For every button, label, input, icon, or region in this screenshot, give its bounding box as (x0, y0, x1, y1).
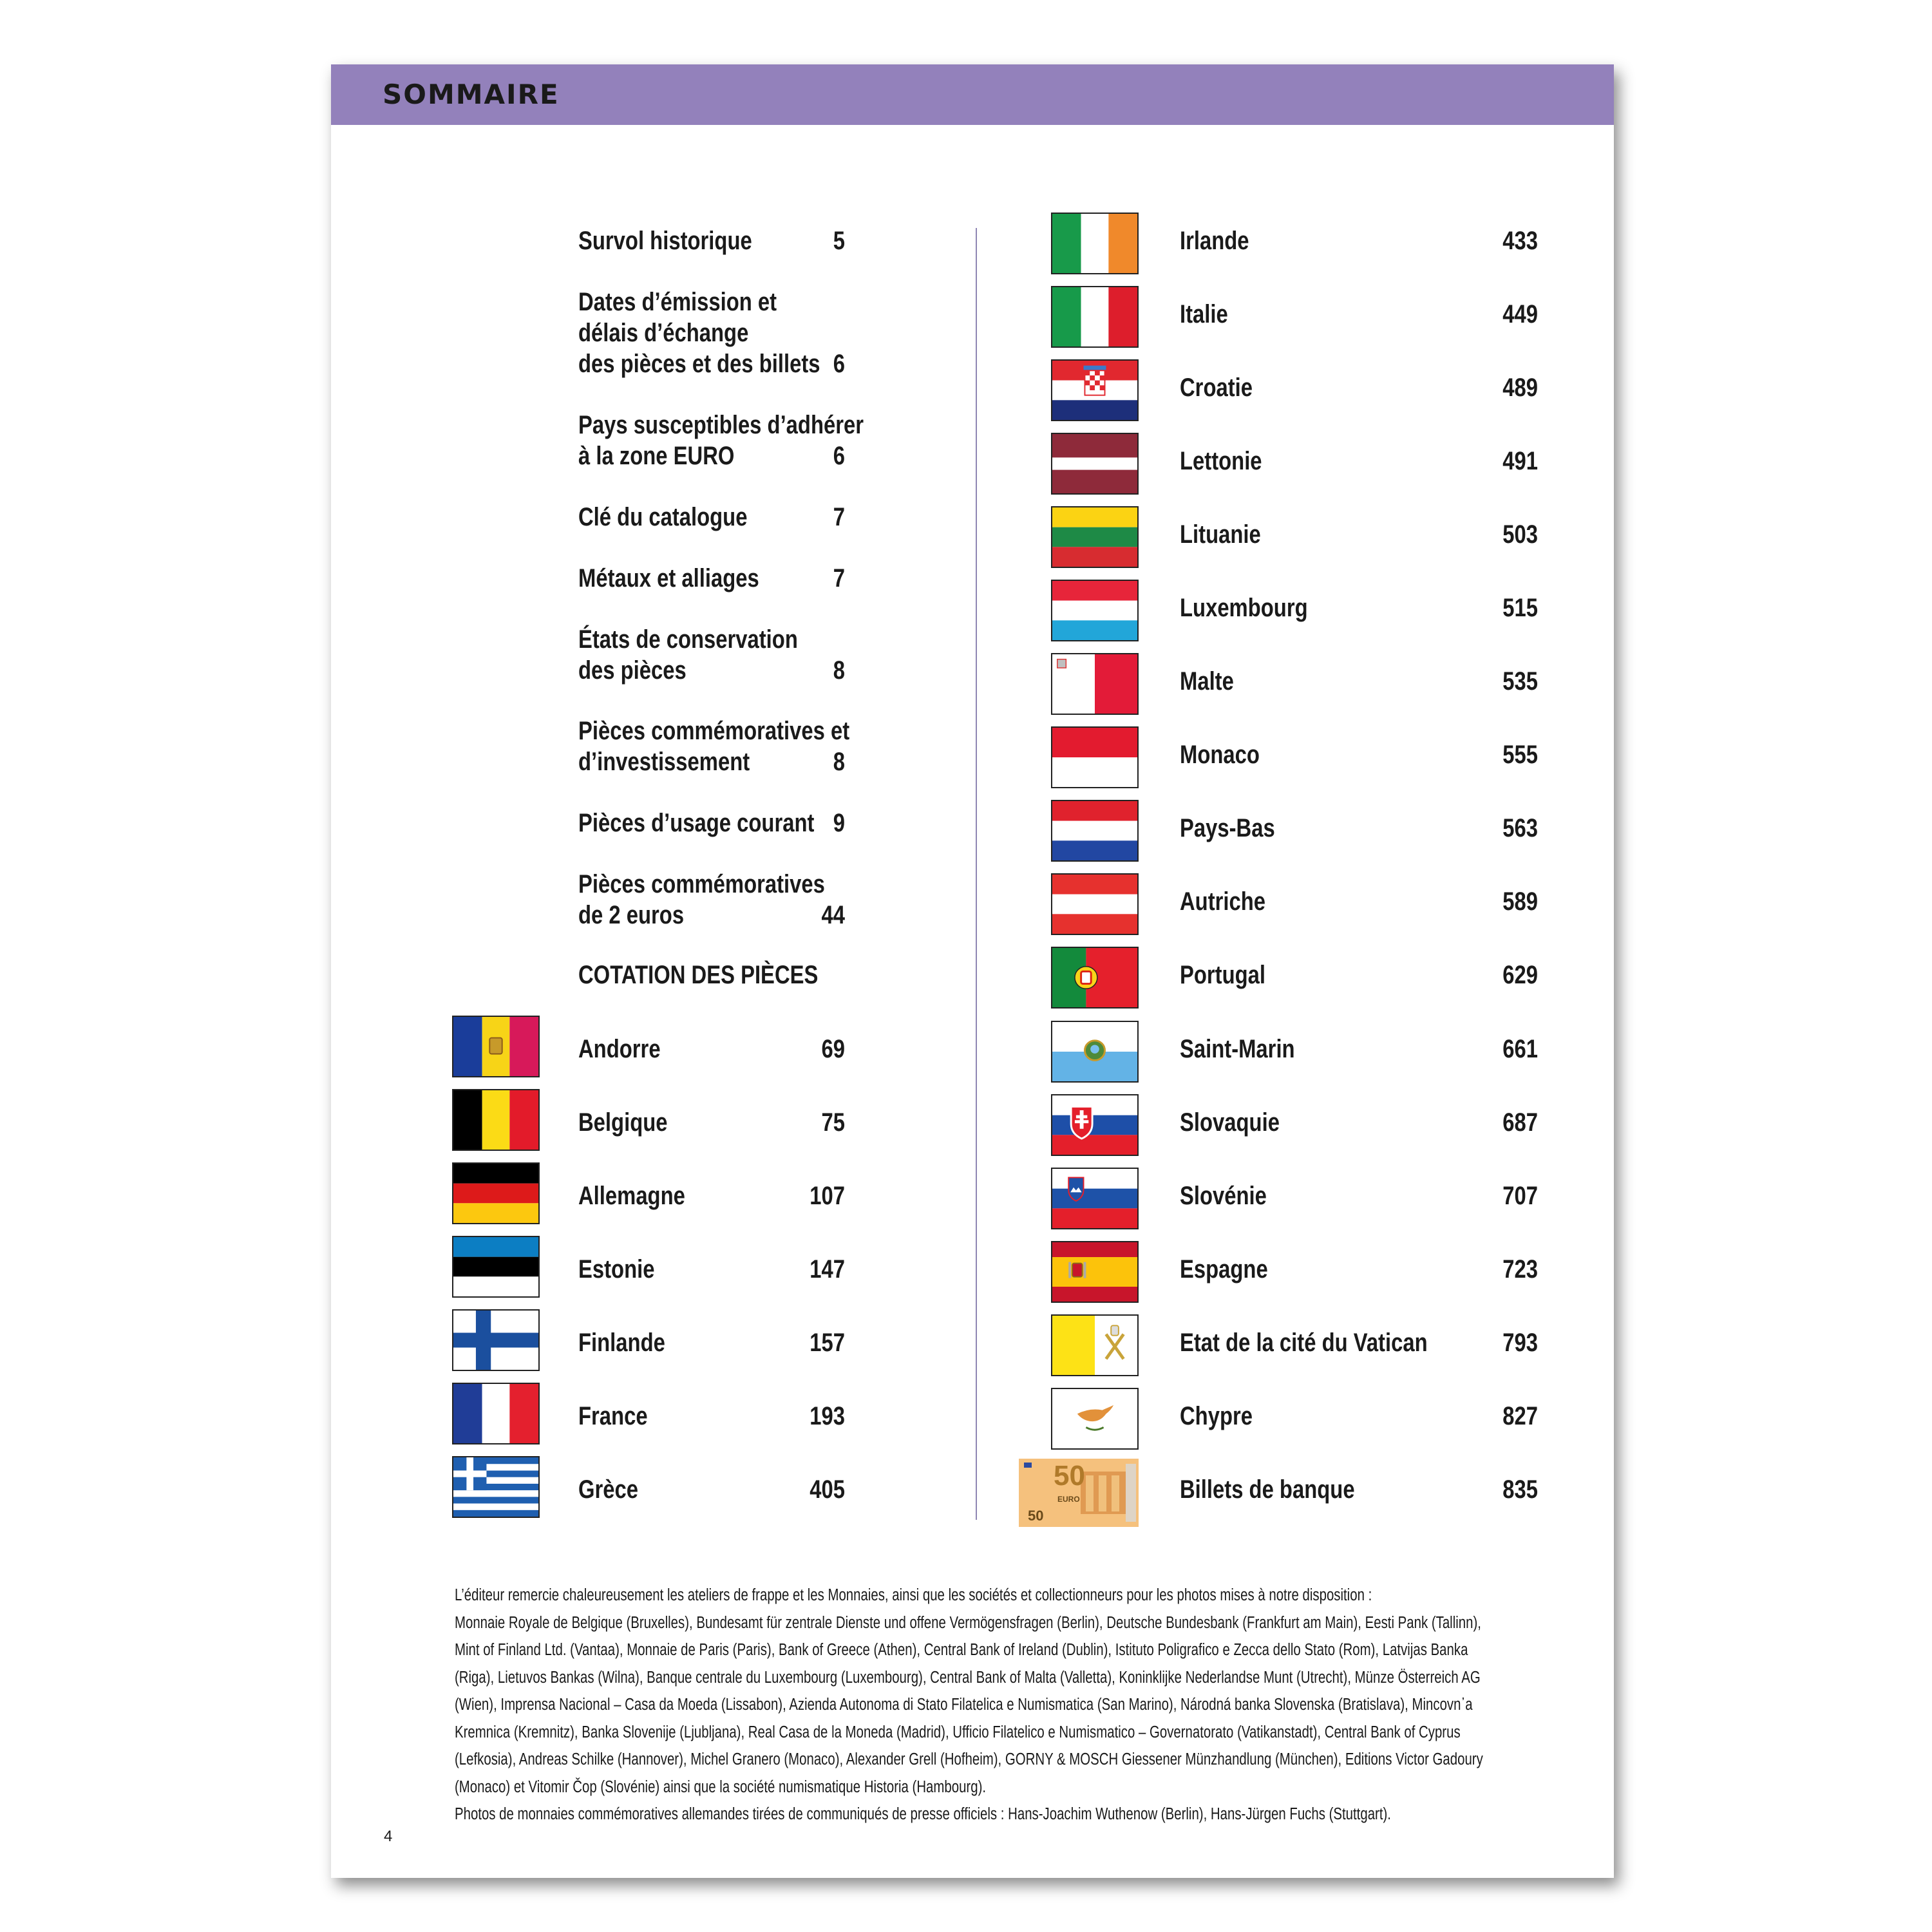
country-page: 563 (1502, 814, 1538, 842)
san-marino-flag-icon (1051, 1021, 1139, 1083)
country-page: 707 (1502, 1182, 1538, 1210)
country-page: 835 (1502, 1475, 1538, 1504)
footer-line: (Monaco) et Vitomir Čop (Slovénie) ainsi que la société numismatique Historia (Hambourg). (455, 1777, 987, 1796)
toc-label: Métaux et alliages (578, 564, 759, 592)
luxembourg-flag-icon (1051, 580, 1139, 641)
catalog-page: SOMMAIRE Survol historique 5 Dates d’émission et délais d’échange des pièces et des billets 6 Pays susceptibles d’adhérer à la zone EURO 6 Clé du catalogue 7 Métaux et alliages 7 États de conservation des pièces 8 Pièces commémoratives et d’investissement 8 Pièces d’usage courant 9 Pièces commémoratives de 2 euros 44 COTATION DES PIÈCES Andorre 69 Belgique 75 Allemagne 107 Estonie 147 Finlande 157 France 193 Grèce 405 Irlande 433 Italie 449 Croatie 489 Lettonie 491 Lituanie 503 Luxembourg 515 Malte 535 Monaco 555 Pays-Bas 563 Autriche 589 Portugal 629 Saint-Marin 661 Slovaquie 687 Slovénie 707 Espagne 723 Etat de la cité du Vatican 793 Chypre 827 Billets de banque 835 50 50 EURO L’éditeur remercie chaleureusement les ateliers de frappe et les Monnaies, ainsi que les sociétés et collectionneurs pour les photos mises à notre disposition : Monnaie Royale de Belgique (Bruxelles), Bundesamt für zentrale Dienste und offene Vermögensfragen (Berlin), Deutsche Bundesbank (Frankfurt am Main), Eesti Pank (Tallinn), Mint of Finland Ltd. (Vantaa), Monnaie de Paris (Paris), Bank of Greece (Athen), Central Bank of Ireland (Dublin), Istituto Poligrafico e Zecca dello Stato (Rom), Latvijas Banka (Riga), Lietuvos Bankas (Wilna), Banque centrale du Luxembourg (Luxembourg), Central Bank of Malta (Valletta), Koninklijke Nederlandse Munt (Utrecht), Münze Österreich AG (Wien), Imprensa Nacional – Casa da Moeda (Lissabon), Azienda Autonoma di Stato Filatelica e Numismatica (San Marino), Národná banka Slovenska (Bratislava), Mincovn᾽a Kremnica (Kremnitz), Banka Slovenije (Ljubljana), Real Casa de la Moneda (Madrid), Ufficio Filatelico e Numismatico – Governatorato (Vatikanstadt), Central Bank of Cyprus (Lefkosia), Andreas Schilke (Hannover), Michel Granero (Monaco), Alexander Grell (Hofheim), GORNY & MOSCH Giessener Münzhandlung (München), Editions Victor Gadoury (Monaco) et Vitomir Čop (Slovénie) ainsi que la société numismatique Historia (Hambourg). Photos de monnaies commémoratives allemandes tirées de communiqués de presse officiels : Hans-Joachim Wuthenow (Berlin), Hans-Jürgen Fuchs (Stuttgart). 4 (331, 64, 1614, 1878)
footer-line: (Wien), Imprensa Nacional – Casa da Moeda (Lissabon), Azienda Autonoma di Stato Filatelica e Numismatica (San Marino), Národná banka Slovenska (Bratislava), Mincovn᾽a (455, 1696, 1473, 1714)
header-bar (331, 64, 1614, 125)
country-label: Croatie (1180, 374, 1253, 402)
france-flag-icon (452, 1383, 540, 1444)
country-page: 793 (1502, 1329, 1538, 1357)
country-label: Andorre (578, 1035, 661, 1063)
country-page: 405 (810, 1475, 845, 1504)
croatia-flag-icon (1051, 359, 1139, 421)
country-page: 589 (1502, 887, 1538, 916)
country-label: Irlande (1180, 227, 1249, 255)
country-page: 827 (1502, 1402, 1538, 1430)
malta-flag-icon (1051, 653, 1139, 715)
country-label: Grèce (578, 1475, 639, 1504)
country-page: 723 (1502, 1255, 1538, 1283)
country-page: 491 (1502, 447, 1538, 475)
andorra-flag-icon (452, 1016, 540, 1077)
toc-label: Survol historique (578, 227, 752, 255)
country-label: Portugal (1180, 961, 1266, 989)
country-label: Monaco (1180, 741, 1260, 769)
country-page: 687 (1502, 1108, 1538, 1137)
country-page: 489 (1502, 374, 1538, 402)
italy-flag-icon (1051, 286, 1139, 348)
country-label: Italie (1180, 300, 1228, 328)
country-label: Lituanie (1180, 520, 1261, 549)
toc-page: 6 (833, 350, 845, 378)
footer-line: Kremnica (Kremnitz), Banka Slovenije (Ljubljana), Real Casa de la Moneda (Madrid), Ufficio Filatelico e Numismatico – Governatorato (Vatikanstadt), Central Bank of Cyprus (455, 1723, 1461, 1741)
banknote-small-value: 50 (1028, 1508, 1044, 1524)
netherlands-flag-icon (1051, 800, 1139, 862)
country-label: Estonie (578, 1255, 655, 1283)
footer-line: (Lefkosia), Andreas Schilke (Hannover), Michel Granero (Monaco), Alexander Grell (Hofheim), GORNY & MOSCH Giessener Münzhandlung (München), Editions Victor Gadoury (455, 1750, 1483, 1768)
country-page: 449 (1502, 300, 1538, 328)
ireland-flag-icon (1051, 213, 1139, 274)
toc-label: Pièces d’usage courant (578, 809, 815, 837)
country-page: 75 (821, 1108, 845, 1137)
monaco-flag-icon (1051, 726, 1139, 788)
country-page: 157 (810, 1329, 845, 1357)
portugal-flag-icon (1051, 947, 1139, 1009)
page-number: 4 (384, 1828, 393, 1845)
country-page: 629 (1502, 961, 1538, 989)
acknowledgements (455, 1582, 1549, 1828)
toc-label: Clé du catalogue (578, 503, 748, 531)
country-page: 503 (1502, 520, 1538, 549)
estonia-flag-icon (452, 1236, 540, 1298)
country-label: Pays-Bas (1180, 814, 1275, 842)
footer-line: L’éditeur remercie chaleureusement les ateliers de frappe et les Monnaies, ainsi que les sociétés et collectionneurs pour les photos mises à notre disposition : (455, 1586, 1372, 1604)
slovenia-flag-icon (1051, 1168, 1139, 1229)
toc-page: 7 (833, 564, 845, 592)
country-page: 107 (810, 1182, 845, 1210)
latvia-flag-icon (1051, 433, 1139, 495)
country-label: Billets de banque (1180, 1475, 1355, 1504)
toc-page: 6 (833, 442, 845, 470)
toc-label: Pays susceptibles d’adhérer à la zone EURO (578, 411, 864, 470)
country-label: Lettonie (1180, 447, 1262, 475)
toc-page: 8 (833, 748, 845, 776)
lithuania-flag-icon (1051, 506, 1139, 568)
country-page: 69 (821, 1035, 845, 1063)
austria-flag-icon (1051, 873, 1139, 935)
belgium-flag-icon (452, 1089, 540, 1151)
country-page: 433 (1502, 227, 1538, 255)
country-label: Luxembourg (1180, 594, 1308, 622)
toc-label: Pièces commémoratives et d’investissement (578, 717, 850, 776)
toc-page: 5 (833, 227, 845, 255)
finland-flag-icon (452, 1309, 540, 1371)
column-divider (976, 228, 977, 1520)
vatican-flag-icon (1051, 1314, 1139, 1376)
country-page: 661 (1502, 1035, 1538, 1063)
spain-flag-icon (1051, 1241, 1139, 1303)
banknote-big-value: 50 (1054, 1460, 1085, 1492)
banknote-euro-text: EURO (1057, 1495, 1080, 1504)
toc-label: Dates d’émission et délais d’échange des pièces et des billets (578, 288, 820, 378)
toc-page: 7 (833, 503, 845, 531)
germany-flag-icon (452, 1162, 540, 1224)
country-page: 555 (1502, 741, 1538, 769)
greece-flag-icon (452, 1456, 540, 1518)
footer-line: Mint of Finland Ltd. (Vantaa), Monnaie de Paris (Paris), Bank of Greece (Athen), Central Bank of Ireland (Dublin), Istituto Poligrafico e Zecca dello Stato (Rom), Latvijas Banka (455, 1641, 1468, 1659)
country-label: Autriche (1180, 887, 1266, 916)
slovakia-flag-icon (1051, 1094, 1139, 1156)
country-label: Espagne (1180, 1255, 1268, 1283)
euro-50-banknote-icon (1019, 1459, 1139, 1527)
country-label: Chypre (1180, 1402, 1253, 1430)
country-page: 515 (1502, 594, 1538, 622)
country-label: Slovaquie (1180, 1108, 1280, 1137)
country-label: Allemagne (578, 1182, 685, 1210)
country-label: Saint-Marin (1180, 1035, 1295, 1063)
toc-page: 9 (833, 809, 845, 837)
country-label: Malte (1180, 667, 1234, 696)
page-title: SOMMAIRE (383, 79, 560, 110)
cyprus-flag-icon (1051, 1388, 1139, 1450)
country-page: 193 (810, 1402, 845, 1430)
toc-label: États de conservation des pièces (578, 625, 798, 685)
country-label: Finlande (578, 1329, 665, 1357)
country-label: Etat de la cité du Vatican (1180, 1329, 1428, 1357)
country-label: France (578, 1402, 648, 1430)
footer-line: Photos de monnaies commémoratives allemandes tirées de communiqués de presse officiels : Hans-Joachim Wuthenow (Berlin), Hans-Jürgen Fuchs (Stuttgart). (455, 1805, 1391, 1823)
footer-line: Monnaie Royale de Belgique (Bruxelles), Bundesamt für zentrale Dienste und offene Vermögensfragen (Berlin), Deutsche Bundesbank (Frankfurt am Main), Eesti Pank (Tallinn), (455, 1613, 1481, 1632)
toc-page: 8 (833, 656, 845, 685)
toc-label: Pièces commémoratives de 2 euros (578, 870, 825, 929)
country-page: 535 (1502, 667, 1538, 696)
footer-line: (Riga), Lietuvos Bankas (Wilna), Banque centrale du Luxembourg (Luxembourg), Central Bank of Malta (Valletta), Koninklijke Nederlandse Munt (Utrecht), Münze Österreich AG (455, 1668, 1481, 1687)
country-page: 147 (810, 1255, 845, 1283)
country-label: Slovénie (1180, 1182, 1267, 1210)
toc-page: 44 (821, 901, 845, 929)
country-label: Belgique (578, 1108, 668, 1137)
